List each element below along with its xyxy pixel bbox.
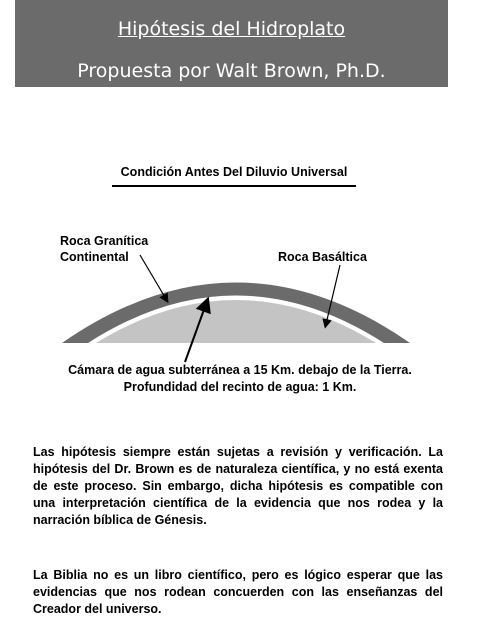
- page-title: Hipótesis del Hidroplato: [117, 18, 346, 40]
- caption-line1: Cámara de agua subterránea a 15 Km. debajo de la Tierra.: [68, 363, 412, 377]
- diagram-title: Condición Antes Del Diluvio Universal: [112, 165, 356, 187]
- paragraph-bible: La Biblia no es un libro científico, pero es lógico esperar que las evidencias que nos rodean concuerden con las enseñanzas del Creador del universo.: [33, 568, 443, 616]
- label-granite: Roca Granítica Continental: [60, 234, 149, 264]
- paragraph-hypothesis: Las hipótesis siempre están sujetas a revisión y verificación. La hipótesis del Dr. Brown es de naturaleza científica, y no está exenta de este proceso. Sin embargo, dicha hipótesis es compatible con una interpretación científica de la evidencia que nos rodea y la narración bíblica de Génesis.: [33, 445, 443, 527]
- page-subtitle: Propuesta por Walt Brown, Ph.D.: [77, 60, 386, 82]
- caption-line2: Profundidad del recinto de agua: 1 Km.: [123, 380, 357, 394]
- label-basalt: Roca Basáltica: [278, 250, 367, 264]
